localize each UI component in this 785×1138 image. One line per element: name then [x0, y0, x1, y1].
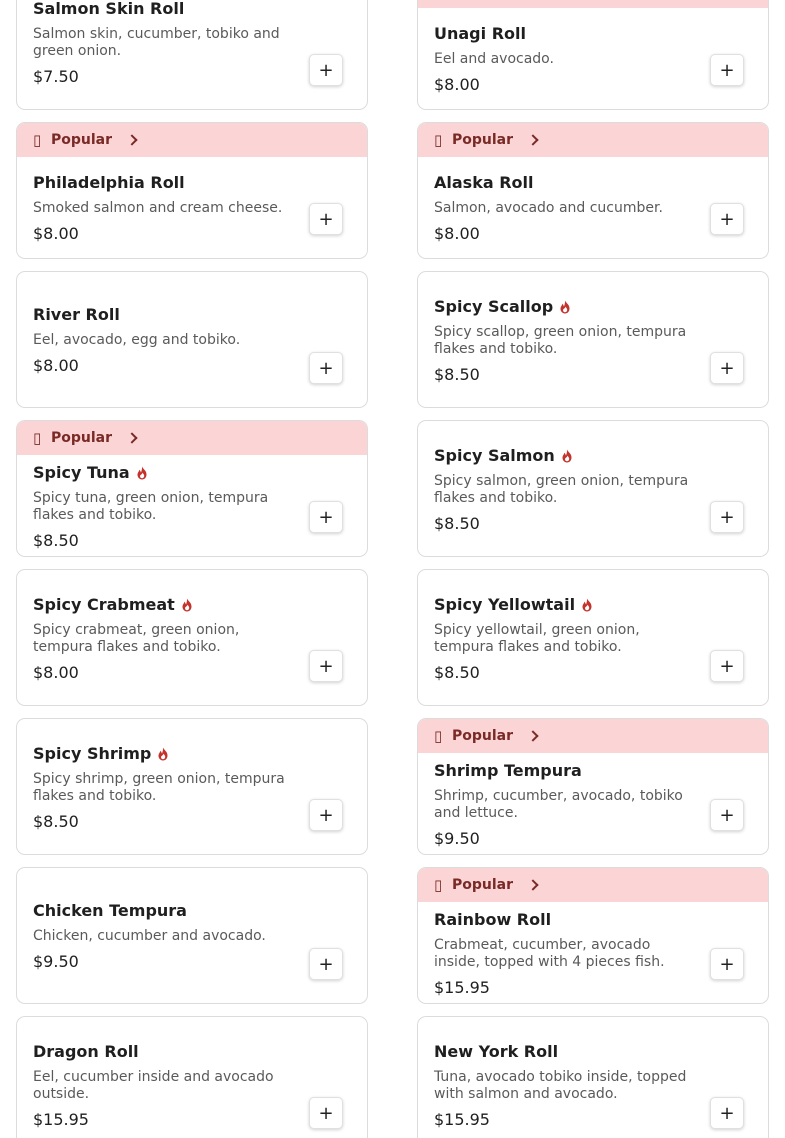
menu-item-card[interactable]	[16, 569, 368, 706]
menu-item-name	[434, 595, 698, 615]
menu-item-description: Shrimp, cucumber, avocado, tobiko and lettuce.	[434, 788, 683, 821]
menu-item-price: $8.50	[434, 364, 480, 384]
menu-item-body	[434, 1042, 698, 1130]
menu-item-description: Salmon skin, cucumber, tobiko and green onion.	[33, 25, 280, 59]
add-to-cart-button[interactable]: +	[710, 1097, 744, 1129]
menu-item-card[interactable]	[16, 271, 368, 408]
menu-item-description: Spicy crabmeat, green onion, tempura flakes and tobiko.	[33, 621, 240, 655]
add-to-cart-button[interactable]: +	[710, 501, 744, 533]
add-to-cart-button[interactable]: +	[710, 54, 744, 86]
menu-item-card[interactable]	[417, 271, 769, 408]
menu-item-price: $7.50	[33, 66, 79, 86]
menu-item-body	[33, 305, 297, 376]
menu-item-body	[434, 446, 698, 534]
menu-item-description: Eel and avocado.	[434, 51, 554, 67]
menu-item-card[interactable]	[417, 0, 769, 110]
menu-item-description: Eel, avocado, egg and tobiko.	[33, 332, 241, 348]
menu-item-price: $15.95	[33, 1109, 89, 1129]
popular-icon: ▯	[434, 131, 443, 149]
popular-icon: ▯	[434, 727, 443, 745]
menu-item-price: $8.00	[33, 356, 79, 375]
menu-item-body	[434, 297, 698, 385]
popular-banner[interactable]	[418, 868, 768, 902]
menu-item-price: $8.50	[33, 811, 79, 831]
popular-label: Popular	[452, 728, 514, 744]
menu-item-price: $15.95	[434, 978, 490, 997]
add-to-cart-button[interactable]: +	[309, 1097, 343, 1129]
popular-icon: ▯	[434, 876, 443, 894]
menu-item-body	[33, 173, 297, 244]
menu-item-name	[434, 173, 698, 193]
spicy-flame-icon	[581, 598, 593, 612]
popular-label: Popular	[452, 132, 514, 148]
menu-item-card[interactable]	[417, 867, 769, 1004]
menu-item-card[interactable]	[417, 1016, 769, 1138]
menu-item-body	[33, 0, 297, 87]
menu-item-name	[434, 24, 698, 44]
menu-item-name-text: Dragon Roll	[33, 1041, 139, 1061]
menu-item-name	[33, 173, 297, 193]
menu-item-card[interactable]	[16, 867, 368, 1004]
menu-item-name	[434, 1042, 698, 1062]
popular-banner[interactable]	[418, 0, 768, 8]
menu-item-name	[434, 761, 698, 781]
menu-item-price: $15.95	[434, 1109, 490, 1129]
menu-item-name	[33, 463, 297, 483]
menu-item-price: $8.00	[434, 224, 480, 243]
menu-item-price: $9.50	[434, 829, 480, 848]
menu-item-name	[33, 901, 297, 921]
menu-item-name-text: Rainbow Roll	[434, 910, 552, 929]
menu-item-price: $8.50	[434, 662, 480, 682]
menu-item-name-text: Spicy Tuna	[33, 463, 130, 482]
add-to-cart-button[interactable]: +	[710, 799, 744, 831]
chevron-right-icon	[527, 134, 538, 145]
menu-item-name	[434, 297, 698, 317]
popular-icon: ▯	[33, 429, 42, 447]
menu-item-description: Spicy yellowtail, green onion, tempura flakes and tobiko.	[434, 621, 640, 655]
menu-item-card[interactable]	[16, 420, 368, 557]
menu-item-description: Smoked salmon and cream cheese.	[33, 200, 283, 216]
menu-item-name	[33, 0, 297, 19]
menu-item-card[interactable]	[16, 122, 368, 259]
menu-item-card[interactable]	[16, 1016, 368, 1138]
add-to-cart-button[interactable]: +	[309, 203, 343, 235]
menu-item-body	[434, 761, 698, 849]
spicy-flame-icon	[157, 747, 169, 761]
menu-item-body	[434, 24, 698, 95]
menu-item-description: Salmon, avocado and cucumber.	[434, 200, 663, 216]
menu-item-name	[33, 595, 297, 615]
menu-item-description: Spicy tuna, green onion, tempura flakes and tobiko.	[33, 490, 269, 523]
menu-item-body	[33, 744, 297, 832]
menu-item-name-text: Shrimp Tempura	[434, 761, 582, 780]
menu-item-name	[434, 446, 698, 466]
popular-banner[interactable]	[418, 719, 768, 753]
add-to-cart-button[interactable]: +	[710, 948, 744, 980]
popular-label: Popular	[452, 877, 514, 893]
menu-item-name-text: Salmon Skin Roll	[33, 0, 185, 18]
menu-item-name-text: Unagi Roll	[434, 24, 526, 43]
add-to-cart-button[interactable]: +	[309, 54, 343, 86]
add-to-cart-button[interactable]: +	[710, 650, 744, 682]
add-to-cart-button[interactable]: +	[309, 799, 343, 831]
popular-banner[interactable]	[17, 123, 367, 157]
popular-banner[interactable]	[418, 123, 768, 157]
menu-item-name-text: River Roll	[33, 305, 120, 324]
chevron-right-icon	[527, 730, 538, 741]
menu-item-name	[33, 1042, 297, 1062]
menu-item-price: $8.00	[434, 75, 480, 94]
menu-item-name-text: Spicy Scallop	[434, 296, 554, 316]
menu-item-price: $9.50	[33, 952, 79, 971]
spicy-flame-icon	[559, 300, 571, 314]
add-to-cart-button[interactable]: +	[710, 352, 744, 384]
chevron-right-icon	[126, 432, 137, 443]
menu-item-name	[33, 305, 297, 325]
menu-item-name-text: Spicy Shrimp	[33, 743, 152, 763]
spicy-flame-icon	[136, 466, 148, 480]
menu-item-description: Spicy shrimp, green onion, tempura flakes and tobiko.	[33, 770, 285, 804]
menu-item-body	[434, 910, 698, 998]
menu-item-body	[33, 1042, 297, 1130]
menu-item-name-text: Spicy Crabmeat	[33, 594, 175, 614]
menu-item-body	[434, 173, 698, 244]
menu-item-description: Chicken, cucumber and avocado.	[33, 928, 266, 944]
popular-banner[interactable]	[17, 421, 367, 455]
spicy-flame-icon	[181, 598, 193, 612]
chevron-right-icon	[126, 134, 137, 145]
menu-item-price: $8.50	[33, 531, 79, 550]
popular-label: Popular	[51, 132, 113, 148]
popular-label: Popular	[51, 430, 113, 446]
menu-item-price: $8.00	[33, 224, 79, 243]
add-to-cart-button[interactable]: +	[309, 352, 343, 384]
menu-item-name-text: Chicken Tempura	[33, 901, 187, 920]
menu-item-body	[33, 595, 297, 683]
menu-item-name-text: Spicy Salmon	[434, 445, 555, 465]
menu-item-card[interactable]	[16, 0, 368, 110]
spicy-flame-icon	[561, 449, 573, 463]
menu-item-price: $8.00	[33, 662, 79, 682]
menu-item-description: Spicy scallop, green onion, tempura flakes and tobiko.	[434, 323, 687, 357]
menu-item-card[interactable]	[16, 718, 368, 855]
menu-item-description: Tuna, avocado tobiko inside, topped with salmon and avocado.	[434, 1068, 687, 1102]
menu-item-description: Crabmeat, cucumber, avocado inside, topped with 4 pieces fish.	[434, 937, 665, 970]
menu-item-name	[33, 744, 297, 764]
chevron-right-icon	[527, 879, 538, 890]
menu-item-body	[33, 463, 297, 551]
popular-icon: ▯	[33, 131, 42, 149]
menu-item-name-text: Spicy Yellowtail	[434, 594, 576, 614]
menu-item-description: Spicy salmon, green onion, tempura flakes and tobiko.	[434, 472, 689, 506]
add-to-cart-button[interactable]: +	[710, 203, 744, 235]
menu-item-body	[33, 901, 297, 972]
menu-item-name-text: Philadelphia Roll	[33, 173, 185, 192]
menu-item-body	[434, 595, 698, 683]
menu-item-name-text: Alaska Roll	[434, 173, 534, 192]
menu-item-name-text: New York Roll	[434, 1041, 559, 1061]
add-to-cart-button[interactable]: +	[309, 948, 343, 980]
menu-item-card[interactable]	[417, 569, 769, 706]
menu-item-price: $8.50	[434, 513, 480, 533]
add-to-cart-button[interactable]: +	[309, 650, 343, 682]
menu-item-card[interactable]	[417, 718, 769, 855]
menu-item-card[interactable]	[417, 420, 769, 557]
menu-item-description: Eel, cucumber inside and avocado outside.	[33, 1068, 274, 1102]
add-to-cart-button[interactable]: +	[309, 501, 343, 533]
menu-item-name	[434, 910, 698, 930]
menu-item-card[interactable]	[417, 122, 769, 259]
